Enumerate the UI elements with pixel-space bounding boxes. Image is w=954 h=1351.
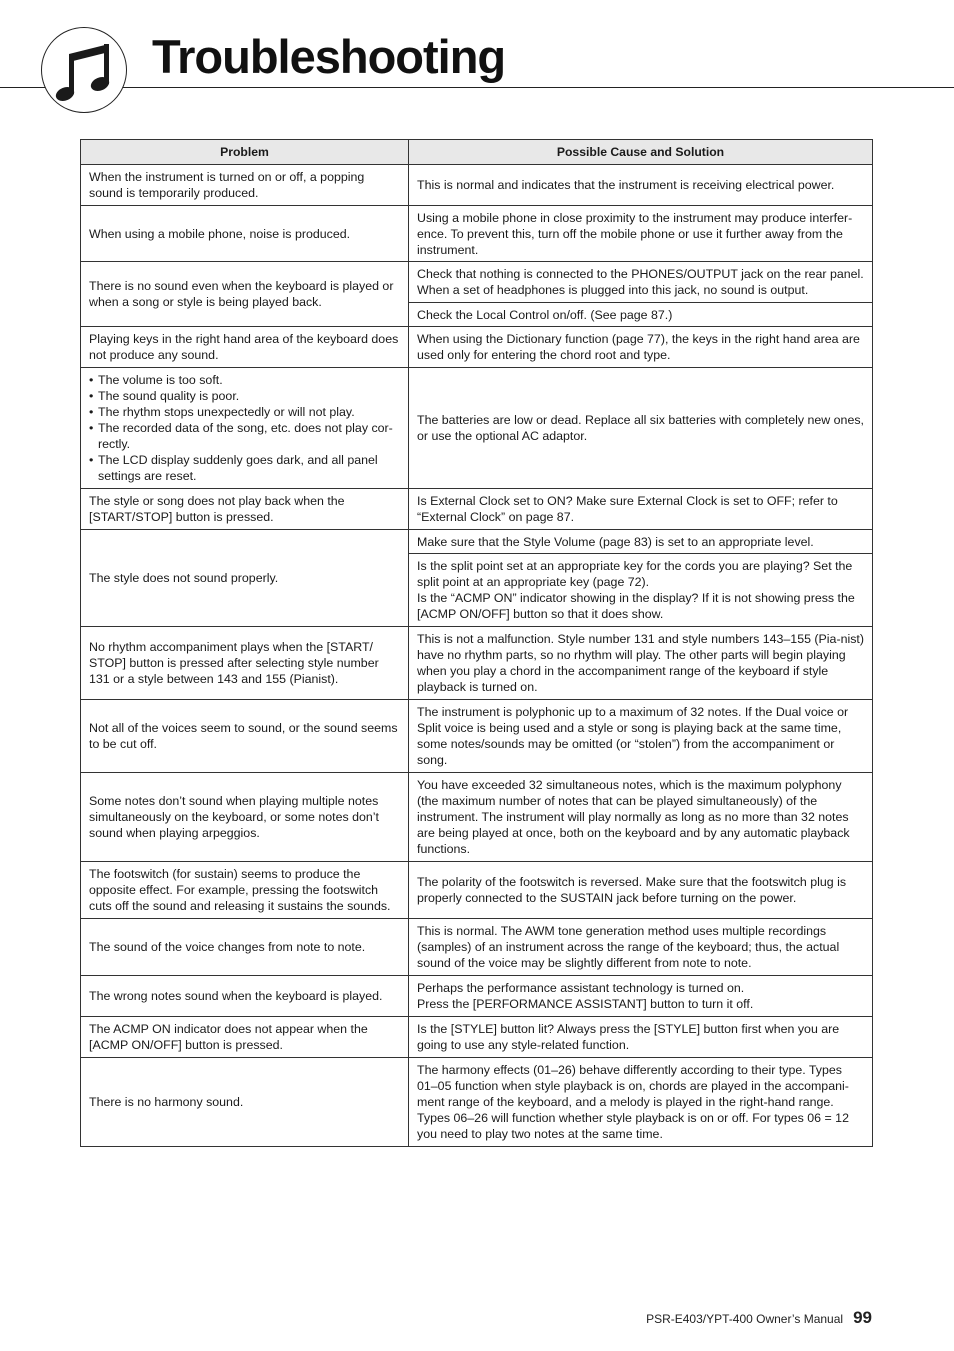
problem-cell: There is no sound even when the keyboard is played or when a song or style is being played back. [81, 262, 409, 327]
table-row [81, 1017, 873, 1058]
problem-list-item: • The recorded data of the song, etc. does not play cor-rectly. [89, 420, 401, 452]
problem-list [89, 372, 401, 484]
solution-line: The harmony effects (01–26) behave differently according to their type. Types 01–05 function when style playback is on, chords are played in the accompani-ment range of the keyboard, and a melody is played in the right-hand range. [417, 1063, 849, 1109]
table-row [81, 700, 873, 773]
problem-cell: Some notes don’t sound when playing multiple notes simultaneously on the keyboard, or some notes don’t sound when playing arpeggios. [81, 773, 409, 862]
table-row [81, 919, 873, 976]
table-row [81, 262, 873, 303]
solution-cell: This is normal and indicates that the instrument is receiving electrical power. [409, 165, 873, 206]
problem-list-item: • The rhythm stops unexpectedly or will not play. [89, 404, 401, 420]
table-row [81, 327, 873, 368]
solution-cell: Is the [STYLE] button lit? Always press the [STYLE] button first when you are going to use any style-related function. [409, 1017, 873, 1058]
table-header-row [81, 140, 873, 165]
problem-cell: The wrong notes sound when the keyboard is played. [81, 976, 409, 1017]
column-header-problem: Problem [81, 140, 409, 165]
solution-cell: Check the Local Control on/off. (See page 87.) [409, 303, 873, 327]
solution-cell: Is External Clock set to ON? Make sure External Clock is set to OFF; refer to “External Clock” on page 87. [409, 489, 873, 530]
problem-cell: The footswitch (for sustain) seems to produce the opposite effect. For example, pressing the footswitch cuts off the sound and releasing it sustains the sounds. [81, 862, 409, 919]
solution-cell: This is not a malfunction. Style number 131 and style numbers 143–155 (Pia-nist) have no rhythm parts, so no rhythm will play. The other parts will begin playing when you play a chord in the accompaniment range of the keyboard if style playback is turned on. [409, 627, 873, 700]
solution-cell [409, 976, 873, 1017]
solution-cell: Check that nothing is connected to the PHONES/OUTPUT jack on the rear panel. When a set of headphones is plugged into this jack, no sound is output. [409, 262, 873, 303]
table-row [81, 368, 873, 489]
problem-cell: The sound of the voice changes from note to note. [81, 919, 409, 976]
solution-line: Perhaps the performance assistant technology is turned on. [417, 981, 745, 995]
problem-cell: There is no harmony sound. [81, 1058, 409, 1147]
table-body [81, 165, 873, 1147]
problem-list-item: • The volume is too soft. [89, 372, 401, 388]
solution-line: Press the [PERFORMANCE ASSISTANT] button to turn it off. [417, 997, 754, 1011]
solution-cell: You have exceeded 32 simultaneous notes, which is the maximum polyphony (the maximum number of notes that can be played simultaneously) of the instrument. The instrument will play normally as long as no more than 32 notes are being played at once, both on the keyboard and by any automatic playback functions. [409, 773, 873, 862]
problem-cell: No rhythm accompaniment plays when the [START/ STOP] button is pressed after selecting style number 131 or a style between 143 and 155 (Pianist). [81, 627, 409, 700]
solution-cell [409, 554, 873, 627]
table-row [81, 165, 873, 206]
table-row [81, 489, 873, 530]
table-row [81, 627, 873, 700]
solution-cell: The polarity of the footswitch is reversed. Make sure that the footswitch plug is properly connected to the SUSTAIN jack before turning on the power. [409, 862, 873, 919]
problem-cell: The style does not sound properly. [81, 530, 409, 627]
table-row [81, 976, 873, 1017]
problem-cell: The style or song does not play back when the [START/STOP] button is pressed. [81, 489, 409, 530]
page-footer [646, 1308, 872, 1328]
table-row [81, 862, 873, 919]
solution-line: Is the “ACMP ON” indicator showing in the display? If it is not showing press the [ACMP ON/OFF] button so that it does show. [417, 591, 855, 621]
problem-list-item: • The LCD display suddenly goes dark, and all panel settings are reset. [89, 452, 401, 484]
solution-line: Is the split point set at an appropriate key for the cords you are playing? Set the split point at an appropriate key (page 72). [417, 559, 853, 589]
page-number: 99 [853, 1308, 872, 1327]
table-row [81, 1058, 873, 1147]
column-header-solution: Possible Cause and Solution [409, 140, 873, 165]
problem-cell: The ACMP ON indicator does not appear when the [ACMP ON/OFF] button is pressed. [81, 1017, 409, 1058]
problem-cell: Playing keys in the right hand area of the keyboard does not produce any sound. [81, 327, 409, 368]
manual-name: PSR-E403/YPT-400 Owner’s Manual [646, 1312, 844, 1326]
solution-cell: The batteries are low or dead. Replace all six batteries with completely new ones, or use the optional AC adaptor. [409, 368, 873, 489]
problem-cell: When the instrument is turned on or off, a popping sound is temporarily produced. [81, 165, 409, 206]
music-note-icon [41, 27, 127, 113]
page-title: Troubleshooting [152, 30, 506, 83]
solution-cell: This is normal. The AWM tone generation method uses multiple recordings (samples) of an instrument across the range of the keyboard; thus, the actual sound of the voice may be slightly different from note to note. [409, 919, 873, 976]
table-row [81, 773, 873, 862]
solution-cell: When using the Dictionary function (page 77), the keys in the right hand area are used only for entering the chord root and type. [409, 327, 873, 368]
solution-cell: Make sure that the Style Volume (page 83) is set to an appropriate level. [409, 530, 873, 554]
problem-cell [81, 368, 409, 489]
table-row [81, 206, 873, 262]
problem-cell: Not all of the voices seem to sound, or the sound seems to be cut off. [81, 700, 409, 773]
solution-cell: Using a mobile phone in close proximity to the instrument may produce interfer-ence. To prevent this, turn off the mobile phone or use it further away from the instrument. [409, 206, 873, 262]
troubleshooting-table [80, 139, 873, 1147]
problem-list-item: • The sound quality is poor. [89, 388, 401, 404]
problem-cell: When using a mobile phone, noise is produced. [81, 206, 409, 262]
solution-line: Types 06–26 will function whether style playback is on or off. For types 06 = 12 you need to play two notes at the same time. [417, 1111, 849, 1141]
solution-cell [409, 1058, 873, 1147]
table-row [81, 530, 873, 554]
solution-cell: The instrument is polyphonic up to a maximum of 32 notes. If the Dual voice or Split voice is being used and a style or song is playing back at the same time, some notes/sounds may be omitted (or “stolen”) from the accompaniment or song. [409, 700, 873, 773]
header-rule [0, 87, 954, 88]
